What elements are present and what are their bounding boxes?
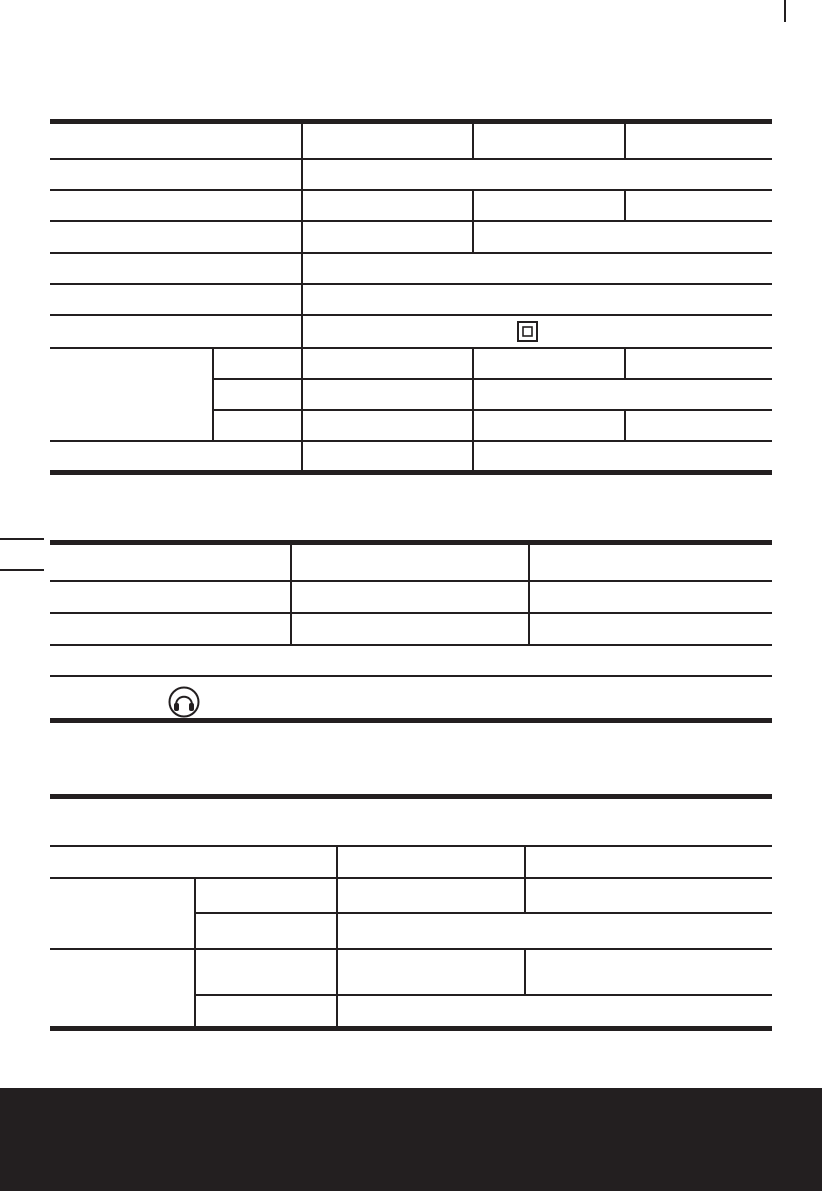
table-bottom-rule [50, 470, 772, 475]
table-row-rule [194, 994, 772, 996]
column-divider [194, 879, 196, 1026]
crop-mark-top-right [784, 0, 786, 22]
column-divider [624, 124, 626, 158]
column-divider [472, 191, 474, 252]
table-top-rule [50, 119, 772, 124]
table-row-rule [50, 283, 772, 285]
table-row-rule [50, 612, 772, 614]
column-divider [472, 124, 474, 158]
column-divider [524, 950, 526, 994]
footer-bar [0, 1088, 822, 1191]
table-row-rule [50, 189, 772, 191]
table-bottom-rule [50, 1026, 772, 1031]
table-row-rule [194, 912, 772, 914]
table-row-rule [50, 252, 772, 254]
table-row-rule [50, 845, 772, 847]
table-row-rule [50, 314, 772, 316]
table-row-rule [50, 877, 772, 879]
wear-ear-protection-icon [168, 686, 200, 718]
crop-mark-side-lower [0, 569, 44, 571]
table-top-rule [50, 794, 772, 799]
table-top-rule [50, 540, 772, 545]
column-divider [524, 847, 526, 912]
column-divider [472, 349, 474, 470]
table-row-rule [212, 378, 772, 380]
column-divider [212, 349, 214, 440]
column-divider [528, 545, 530, 644]
table-row-rule [50, 644, 772, 646]
column-divider [624, 191, 626, 220]
table-row-rule [50, 158, 772, 160]
column-divider [624, 411, 626, 440]
table-row-rule [50, 347, 772, 349]
crop-mark-side-upper [0, 538, 44, 540]
table-row-rule [50, 440, 772, 442]
column-divider [624, 349, 626, 378]
table-row-rule [212, 409, 772, 411]
table-row-rule [50, 580, 772, 582]
column-divider [290, 545, 292, 644]
table-bottom-rule [50, 718, 772, 723]
table-row-rule [50, 220, 772, 222]
column-divider [301, 124, 303, 470]
table-row-rule [50, 948, 772, 950]
double-insulation-square-icon [517, 321, 538, 342]
column-divider [336, 847, 338, 1026]
table-row-rule [50, 675, 772, 677]
